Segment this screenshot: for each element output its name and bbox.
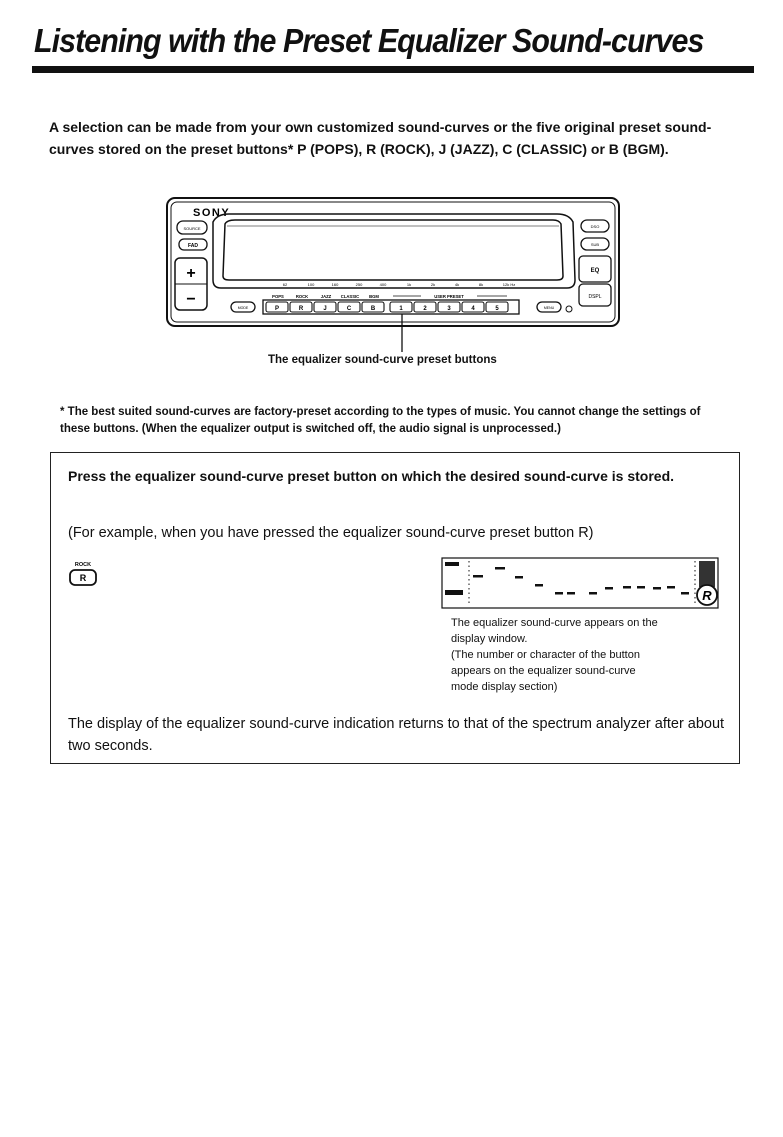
preset-label: POPS: [272, 294, 284, 299]
volume-down-label: −: [186, 291, 196, 308]
eq-display-caption: [451, 615, 731, 695]
caption-line: (The number or character of the button: [451, 649, 640, 661]
eq-button-label: EQ: [590, 268, 600, 274]
caption-line: The equalizer sound-curve appears on the: [451, 617, 658, 629]
source-button-label: SOURCE: [183, 226, 201, 231]
preset-key: R: [298, 306, 304, 312]
eq-preset-buttons: [266, 302, 384, 312]
user-preset-label: USER PRESET: [434, 294, 464, 299]
freq-label: 2k: [430, 282, 436, 287]
freq-label: 1k: [406, 282, 412, 287]
preset-key: P: [274, 306, 280, 312]
preset-label: ROCK: [295, 294, 309, 299]
fad-button-label: FAD: [188, 243, 198, 249]
freq-label: 8k: [478, 282, 484, 287]
eq-display-window: [441, 557, 719, 609]
rock-button-illustration: [68, 559, 98, 589]
mode-button-label: MODE: [237, 306, 249, 310]
title-rule: [32, 66, 754, 73]
display-border: [442, 558, 718, 608]
caption-line: display window.: [451, 633, 528, 645]
mode-display-block: [699, 561, 715, 587]
volume-up-label: +: [186, 265, 196, 282]
rock-button-key: R: [79, 573, 87, 583]
brand-logo: SONY: [193, 207, 231, 219]
page-title: Listening with the Preset Equalizer Sound-curves: [34, 22, 704, 59]
preset-key: J: [323, 306, 327, 312]
freq-label: 100: [307, 282, 315, 287]
freq-label: 4k: [454, 282, 460, 287]
car-stereo-front-panel: [165, 196, 621, 328]
user-preset-key: 3: [447, 306, 451, 312]
user-preset-key: 1: [399, 306, 403, 312]
sub-button-label: SUB: [590, 242, 600, 247]
caption-leader-line: [400, 314, 404, 352]
preset-key: B: [370, 306, 376, 312]
user-preset-buttons: [390, 302, 508, 312]
menu-button-label: MENU: [543, 306, 555, 310]
user-preset-key: 5: [495, 306, 499, 312]
user-preset-key: 4: [471, 306, 475, 312]
preset-label: CLASSIC: [340, 294, 360, 299]
intro-paragraph: A selection can be made from your own customized sound-curves or the five original preset sound-curves stored on the preset buttons* P (POPS), R (ROCK), J (JAZZ), C (CLASSIC) or B (BGM).: [49, 119, 712, 157]
preset-label: JAZZ: [320, 294, 332, 299]
freq-label: 250: [355, 282, 363, 287]
freq-label: 400: [379, 282, 387, 287]
caption-line: mode display section): [451, 681, 558, 693]
freq-label: 160: [331, 282, 339, 287]
step-instruction: Press the equalizer sound-curve preset button on which the desired sound-curve is stored.: [68, 468, 675, 484]
preset-label: BGM: [369, 294, 379, 299]
step-box: [50, 452, 740, 764]
freq-label: 62: [282, 282, 288, 287]
freq-label: 12k Hz: [502, 282, 516, 287]
footnote: * The best suited sound-curves are factory-preset according to the types of music. You cannot change the settings of these buttons. (When the equalizer output is switched off, the audio signal is unprocessed.): [60, 406, 701, 435]
device-caption: The equalizer sound-curve preset buttons: [268, 354, 497, 366]
step-example: (For example, when you have pressed the equalizer sound-curve preset button R): [68, 525, 594, 541]
step-result: The display of the equalizer sound-curve indication returns to that of the spectrum analyzer after about two seconds.: [68, 716, 725, 754]
caption-line: appears on the equalizer sound-curve: [451, 665, 636, 677]
rock-button-caption: ROCK: [74, 562, 92, 568]
user-preset-key: 2: [423, 306, 427, 312]
dspl-button-label: DSPL: [588, 294, 602, 300]
dso-button-label: DSO: [590, 224, 600, 229]
preset-key: C: [346, 306, 352, 312]
mode-display-character: R: [702, 588, 712, 603]
